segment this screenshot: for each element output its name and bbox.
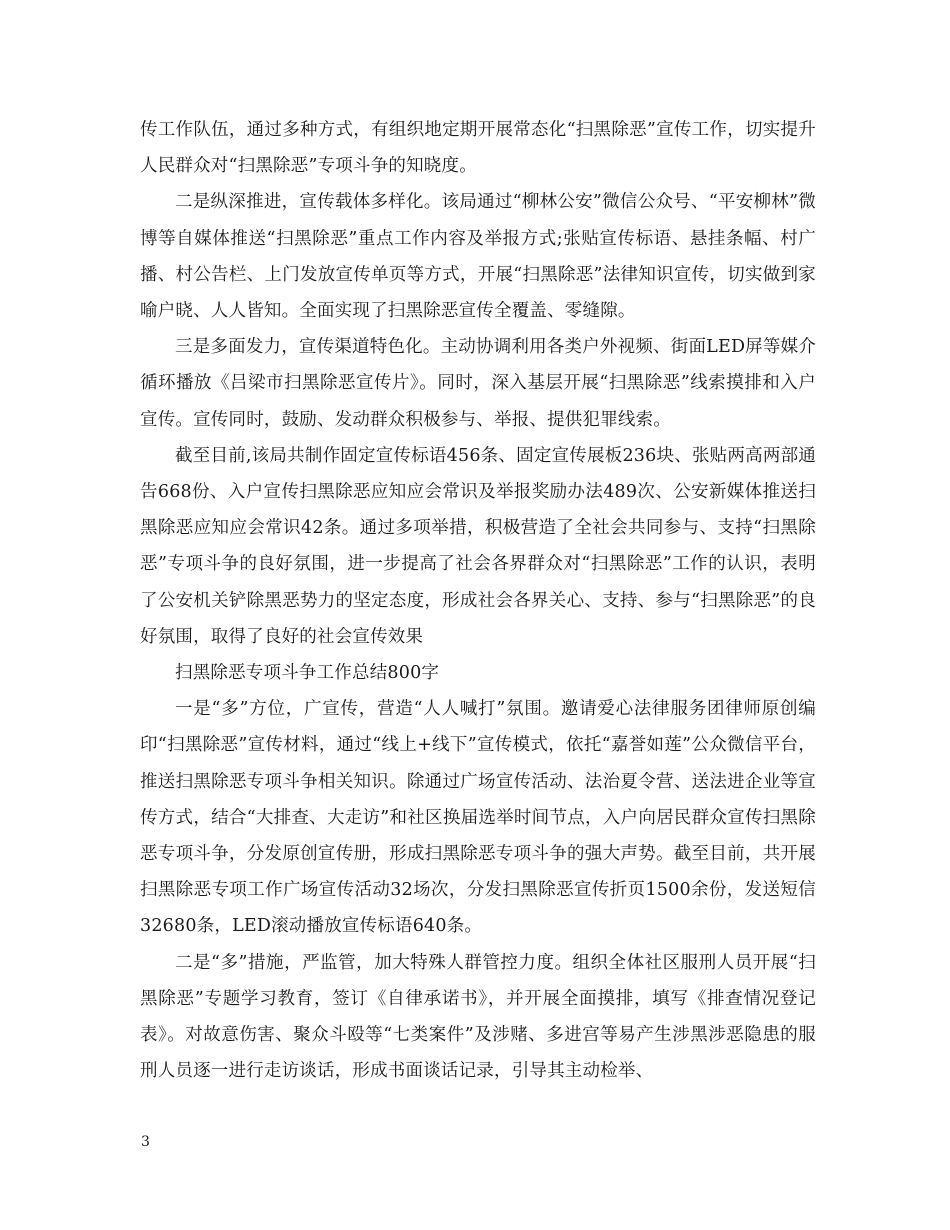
paragraph-4: 截至目前,该局共制作固定宣传标语456条、固定宣传展板236块、张贴两高两部通告668份、入户宣传扫黑除恶应知应会常识及举报奖励办法489次、公安新媒体推送扫黑除恶应知应会常识42条。通过多项举措，积极营造了全社会共同参与、支持“扫黑除恶”专项斗争的良好氛围，进一步提高了社会各界群众对“扫黑除恶”工作的认识，表明了公安机关铲除黑恶势力的坚定态度，形成社会各界关心、支持、参与“扫黑除恶”的良好氛围，取得了良好的社会宣传效果 [140,445,816,647]
paragraph-5: 一是“多”方位，广宣传，营造“人人喊打”氛围。邀请爱心法律服务团律师原创编印“扫黑除恶”宣传材料，通过“线上+线下”宣传模式，依托“嘉誉如莲”公众微信平台，推送扫黑除恶专项斗争相关知识。除通过广场宣传活动、法治夏令营、送法进企业等宣传方式，结合“大排查、大走访”和社区换届选举时间节点，入户向居民群众宣传扫黑除恶专项斗争，分发原创宣传册，形成扫黑除恶专项斗争的强大声势。截至目前，共开展扫黑除恶专项工作广场宣传活动32场次，分发扫黑除恶宣传折页1500余份，发送短信32680条，LED滚动播放宣传标语640条。 [140,699,816,937]
document-body [140,112,816,1089]
page-number: 3 [141,1134,150,1150]
paragraph-2: 二是纵深推进，宣传载体多样化。该局通过“柳林公安”微信公众号、“平安柳林”微博等自媒体推送“扫黑除恶”重点工作内容及举报方式;张贴宣传标语、悬挂条幅、村广播、村公告栏、上门发放宣传单页等方式，开展“扫黑除恶”法律知识宣传，切实做到家喻户晓、人人皆知。全面实现了扫黑除恶宣传全覆盖、零缝隙。 [140,192,816,322]
section-heading: 扫黑除恶专项斗争工作总结800字 [175,663,440,684]
paragraph-3: 三是多面发力，宣传渠道特色化。主动协调利用各类户外视频、街面LED屏等媒介循环播放《吕梁市扫黑除恶宣传片》。同时，深入基层开展“扫黑除恶”线索摸排和入户宣传。宣传同时，鼓励、发动群众积极参与、举报、提供犯罪线索。 [140,337,816,430]
paragraph-6: 二是“多”措施，严监管，加大特殊人群管控力度。组织全体社区服刑人员开展“扫黑除恶”专题学习教育，签订《自律承诺书》，并开展全面摸排，填写《排查情况登记表》。对故意伤害、聚众斗殴等“七类案件”及涉赌、多进宫等易产生涉黑涉恶隐患的服刑人员逐一进行走访谈话，形成书面谈话记录，引导其主动检举、 [140,952,816,1082]
paragraph-1: 传工作队伍，通过多种方式，有组织地定期开展常态化“扫黑除恶”宣传工作，切实提升人民群众对“扫黑除恶”专项斗争的知晓度。 [140,120,816,177]
